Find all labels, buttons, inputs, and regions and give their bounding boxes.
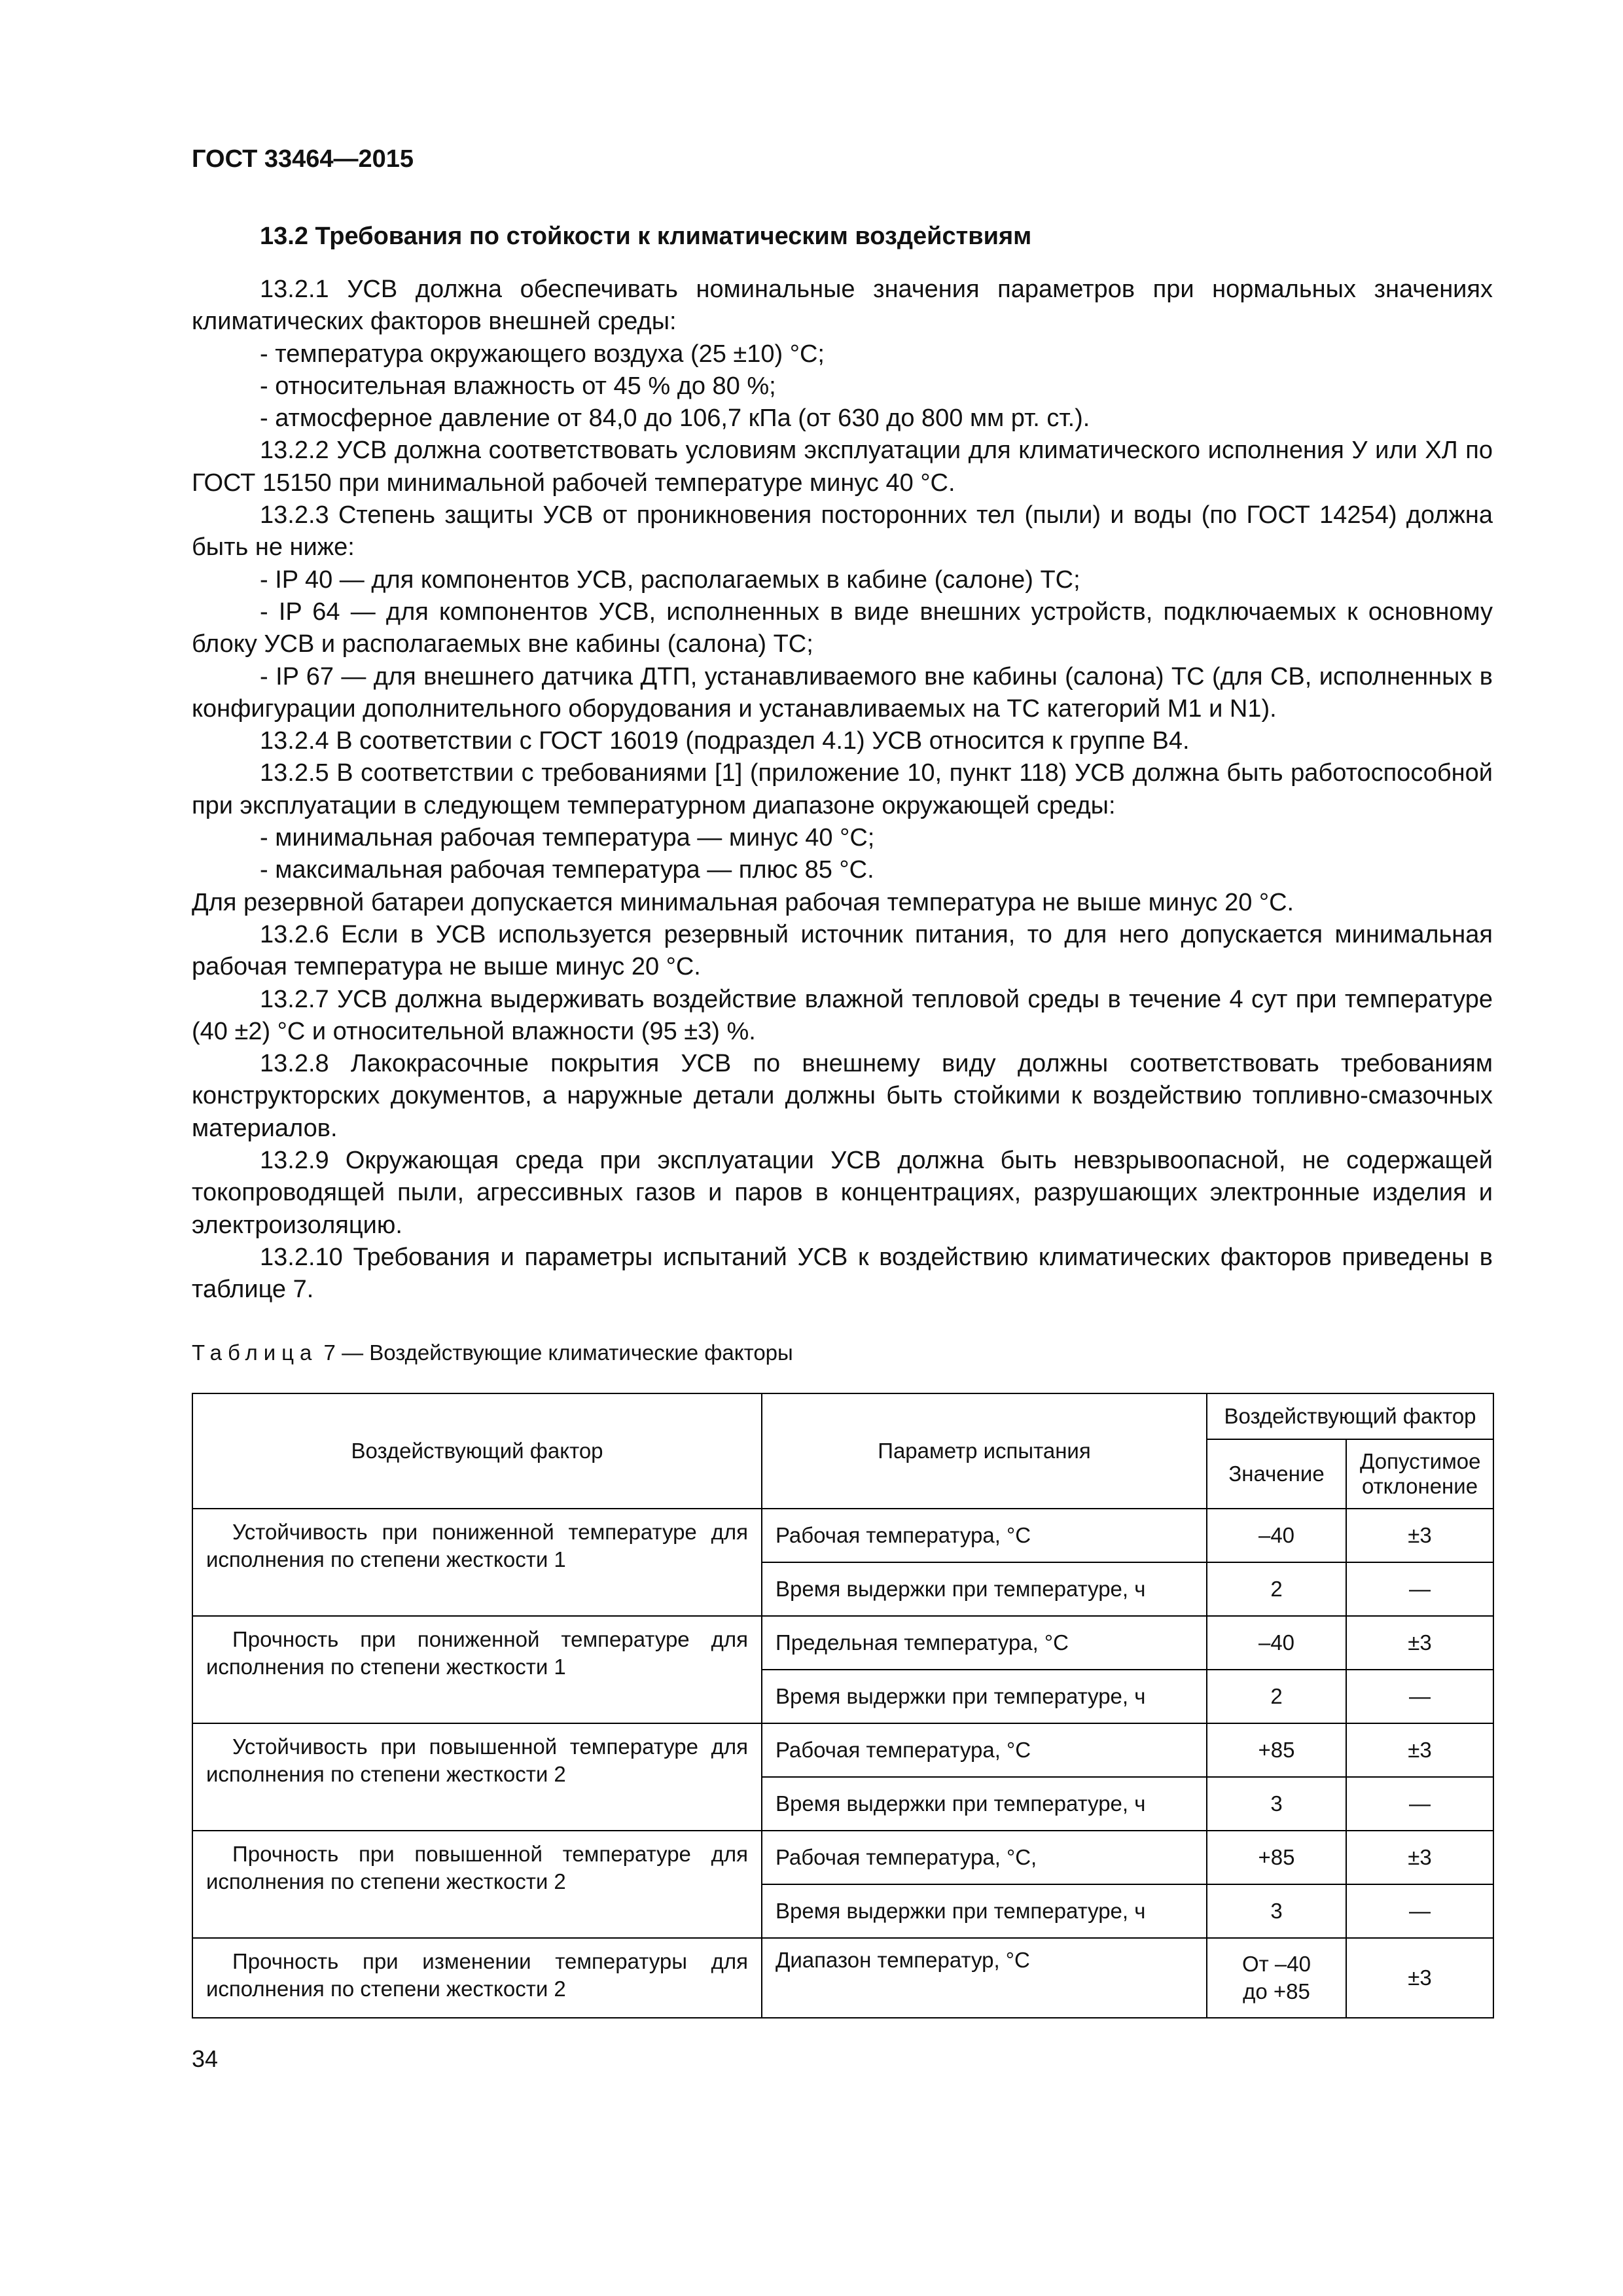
value-cell: 3	[1207, 1777, 1346, 1831]
param-cell: Время выдержки при температуре, ч	[762, 1777, 1207, 1831]
param-cell: Предельная температура, °С	[762, 1616, 1207, 1670]
deviation-cell: ±3	[1346, 1723, 1493, 1777]
table-caption-text: 7 — Воздействующие климатические факторы	[317, 1340, 793, 1365]
param-cell: Диапазон температур, °С	[762, 1938, 1207, 2018]
header-param: Параметр испытания	[762, 1393, 1207, 1509]
param-cell: Рабочая температура, °С	[762, 1509, 1207, 1562]
table-caption	[192, 1340, 793, 1365]
paragraph: - атмосферное давление от 84,0 до 106,7 кПа (от 630 до 800 мм рт. ст.).	[260, 404, 1090, 433]
factor-cell: Устойчивость при повышенной температуре для исполнения по степени жесткости 2	[192, 1723, 762, 1831]
document-code: ГОСТ 33464—2015	[192, 145, 414, 173]
table-row	[192, 1938, 1493, 2018]
paragraph: 13.2.9 Окружающая среда при эксплуатации УСВ должна быть невзрывоопасной, не содержащей токопроводящей пыли, агрессивных газов и паров в концентрациях, разрушающих электронные изделия и электроизоляцию.	[192, 1147, 1493, 1239]
header-deviation-line1: Допустимое	[1360, 1449, 1481, 1473]
param-cell: Время выдержки при температуре, ч	[762, 1670, 1207, 1723]
deviation-cell: ±3	[1346, 1831, 1493, 1884]
body-text	[192, 274, 1493, 1306]
paragraph: - минимальная рабочая температура — минус 40 °С;	[260, 824, 875, 852]
value-cell: +85	[1207, 1831, 1346, 1884]
table-row	[192, 1616, 1493, 1670]
paragraph: - IP 67 — для внешнего датчика ДТП, устанавливаемого вне кабины (салона) ТС (для СВ, исполненных в конфигурации дополнительного оборудования и устанавливаемых на ТС категорий М1 и N1).	[192, 662, 1493, 723]
header-factor: Воздействующий фактор	[192, 1393, 762, 1509]
value-cell: –40	[1207, 1509, 1346, 1562]
header-deviation	[1346, 1439, 1493, 1509]
value-cell	[1207, 1938, 1346, 2018]
paragraph: 13.2.10 Требования и параметры испытаний УСВ к воздействию климатических факторов приведены в таблице 7.	[192, 1243, 1493, 1304]
value-cell: 3	[1207, 1884, 1346, 1938]
paragraph: - максимальная рабочая температура — плюс 85 °С.	[260, 856, 874, 884]
paragraph: 13.2.1 УСВ должна обеспечивать номинальные значения параметров при нормальных значениях климатических факторов внешней среды:	[192, 276, 1493, 336]
value-cell: +85	[1207, 1723, 1346, 1777]
param-cell: Рабочая температура, °С	[762, 1723, 1207, 1777]
value-line2: до +85	[1243, 1979, 1310, 2003]
factor-cell: Прочность при повышенной температуре для исполнения по степени жесткости 2	[192, 1831, 762, 1938]
header-group: Воздействующий фактор	[1207, 1393, 1493, 1439]
param-cell: Рабочая температура, °С,	[762, 1831, 1207, 1884]
factor-cell: Прочность при пониженной температуре для исполнения по степени жесткости 1	[192, 1616, 762, 1723]
paragraph: - относительная влажность от 45 % до 80 %;	[260, 372, 776, 400]
paragraph: 13.2.6 Если в УСВ используется резервный источник питания, то для него допускается минимальная рабочая температура не выше минус 20 °С.	[192, 920, 1493, 981]
section-title: 13.2 Требования по стойкости к климатическим воздействиям	[260, 223, 1032, 250]
paragraph: - IP 64 — для компонентов УСВ, исполненных в виде внешних устройств, подключаемых к основному блоку УСВ и располагаемых вне кабины (салона) ТС;	[192, 598, 1493, 658]
param-cell: Время выдержки при температуре, ч	[762, 1562, 1207, 1616]
deviation-cell: —	[1346, 1670, 1493, 1723]
table-caption-label: Таблица	[192, 1340, 318, 1365]
paragraph: - температура окружающего воздуха (25 ±10) °С;	[260, 340, 825, 368]
paragraph: - IP 40 — для компонентов УСВ, располагаемых в кабине (салоне) ТС;	[260, 565, 1080, 594]
table-row	[192, 1509, 1493, 1562]
paragraph: 13.2.5 В соответствии с требованиями [1] (приложение 10, пункт 118) УСВ должна быть работоспособной при эксплуатации в следующем температурном диапазоне окружающей среды:	[192, 759, 1493, 819]
paragraph: 13.2.2 УСВ должна соответствовать условиям эксплуатации для климатического исполнения У или ХЛ по ГОСТ 15150 при минимальной рабочей температуре минус 40 °С.	[192, 437, 1493, 497]
value-cell: –40	[1207, 1616, 1346, 1670]
paragraph: 13.2.3 Степень защиты УСВ от проникновения посторонних тел (пыли) и воды (по ГОСТ 14254) должна быть не ниже:	[192, 501, 1493, 562]
table-row	[192, 1723, 1493, 1777]
header-value: Значение	[1207, 1439, 1346, 1509]
value-cell: 2	[1207, 1562, 1346, 1616]
param-cell: Время выдержки при температуре, ч	[762, 1884, 1207, 1938]
table-row	[192, 1831, 1493, 1884]
climate-factors-table	[192, 1393, 1494, 2018]
paragraph: Для резервной батареи допускается минимальная рабочая температура не выше минус 20 °С.	[192, 888, 1294, 916]
deviation-cell: ±3	[1346, 1938, 1493, 2018]
table-header-row	[192, 1393, 1493, 1439]
factor-cell: Прочность при изменении температуры для исполнения по степени жесткости 2	[192, 1938, 762, 2018]
value-cell: 2	[1207, 1670, 1346, 1723]
deviation-cell: —	[1346, 1884, 1493, 1938]
paragraph: 13.2.8 Лакокрасочные покрытия УСВ по внешнему виду должны соответствовать требованиям конструкторских документов, а наружные детали должны быть стойкими к воздействию топливно-смазочных материалов.	[192, 1050, 1493, 1142]
deviation-cell: ±3	[1346, 1616, 1493, 1670]
deviation-cell: —	[1346, 1777, 1493, 1831]
page-number: 34	[192, 2045, 219, 2072]
deviation-cell: ±3	[1346, 1509, 1493, 1562]
paragraph: 13.2.7 УСВ должна выдерживать воздействие влажной тепловой среды в течение 4 сут при температуре (40 ±2) °С и относительной влажности (95 ±3) %.	[192, 985, 1493, 1045]
value-line1: От –40	[1241, 1952, 1311, 1976]
paragraph: 13.2.4 В соответствии с ГОСТ 16019 (подраздел 4.1) УСВ относится к группе В4.	[260, 727, 1190, 755]
deviation-cell: —	[1346, 1562, 1493, 1616]
factor-cell: Устойчивость при пониженной температуре для исполнения по степени жесткости 1	[192, 1509, 762, 1616]
header-deviation-line2: отклонение	[1361, 1474, 1478, 1498]
